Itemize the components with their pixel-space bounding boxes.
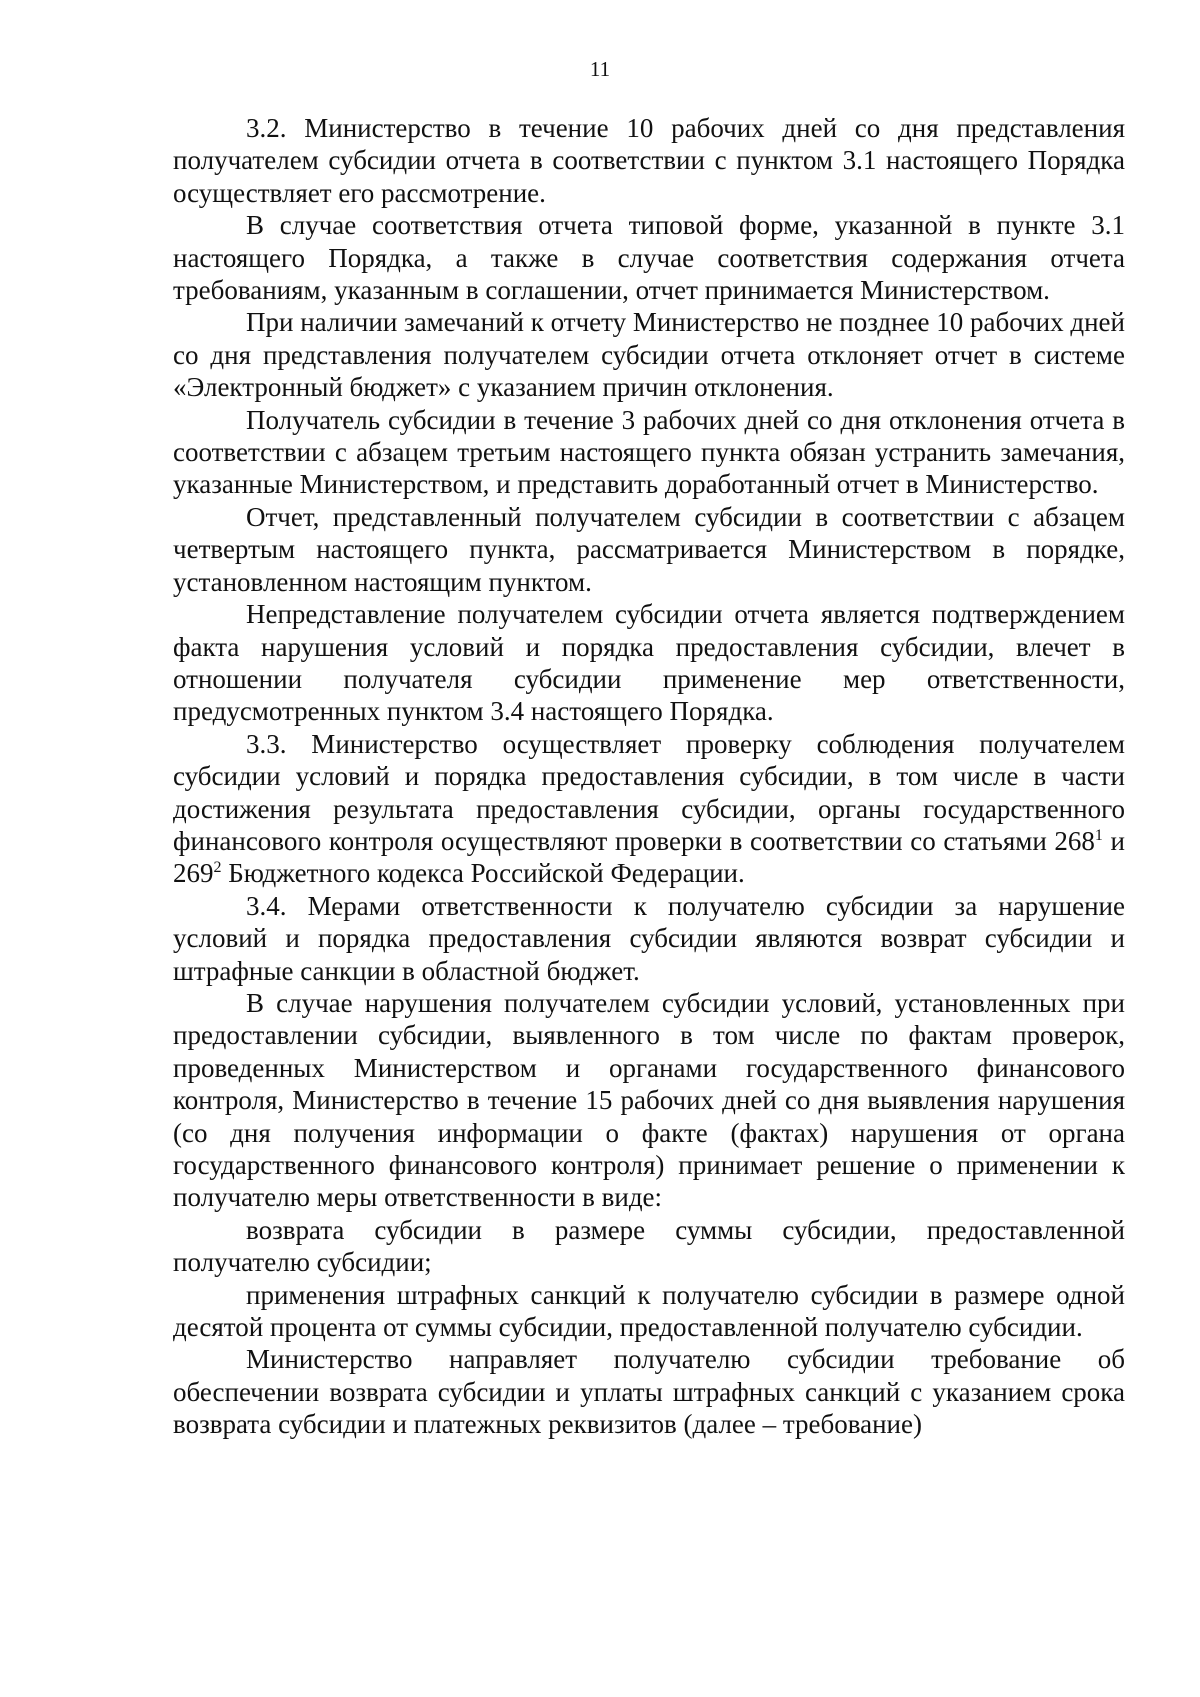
paragraph-report-rejection: При наличии замечаний к отчету Министерство не позднее 10 рабочих дней со дня представления получателем субсидии отчета отклоняет отчет в системе «Электронный бюджет» с указанием причин отклонения. [173,307,1125,403]
paragraph-subsidy-return: возврата субсидии в размере суммы субсидии, предоставленной получателю субсидии; [173,1214,1125,1278]
paragraph-report-acceptance: В случае соответствия отчета типовой форме, указанной в пункте 3.1 настоящего Порядка, а также в случае соответствия содержания отчета требованиям, указанным в соглашении, отчет принимается Министерством. [173,210,1125,306]
paragraph-requirement: Министерство направляет получателю субсидии требование об обеспечении возврата субсидии и уплаты штрафных санкций с указанием срока возврата субсидии и платежных реквизитов (далее – требование) [173,1344,1125,1440]
document-body [173,112,1125,1441]
paragraph-3-3-text-middle: и 269 [173,825,1125,889]
paragraph-3-3 [173,728,1125,890]
paragraph-3-3-text-after: Бюджетного кодекса Российской Федерации. [221,858,745,889]
paragraph-remarks-correction: Получатель субсидии в течение 3 рабочих дней со дня отклонения отчета в соответствии с абзацем третьим настоящего пункта обязан устранить замечания, указанные Министерством, и представить доработанный отчет в Министерство. [173,404,1125,500]
paragraph-3-2: 3.2. Министерство в течение 10 рабочих дней со дня представления получателем субсидии отчета в соответствии с пунктом 3.1 настоящего Порядка осуществляет его рассмотрение. [173,113,1125,208]
paragraph-penalty: применения штрафных санкций к получателю субсидии в размере одной десятой процента от суммы субсидии, предоставленной получателю субсидии. [173,1279,1125,1343]
paragraph-violation-decision: В случае нарушения получателем субсидии условий, установленных при предоставлении субсидии, выявленного в том числе по фактам проверок, проведенных Министерством и органами государственного финансового контроля, Министерство в течение 15 рабочих дней со дня выявления нарушения (со дня получения информации о факте (фактах) нарушения от органа государственного финансового контроля) принимает решение о применении к получателю меры ответственности в виде: [173,987,1125,1213]
superscript-1: 1 [1094,826,1103,844]
paragraph-3-3-text-before: 3.3. Министерство осуществляет проверку соблюдения получателем субсидии условий и порядка предоставления субсидии, в том числе в части достижения результата предоставления субсидии, органы государственного финансового контроля осуществляют проверки в соответствии со статьями 268 [173,728,1125,856]
paragraph-resubmitted-report: Отчет, представленный получателем субсидии в соответствии с абзацем четвертым настоящего пункта, рассматривается Министерством в порядке, установленном настоящим пунктом. [173,501,1125,597]
paragraph-non-submission: Непредставление получателем субсидии отчета является подтверждением факта нарушения условий и порядка предоставления субсидии, влечет в отношении получателя субсидии применение мер ответственности, предусмотренных пунктом 3.4 настоящего Порядка. [173,599,1125,727]
superscript-2: 2 [213,859,222,877]
page-number: 11 [589,57,611,81]
paragraph-3-4: 3.4. Мерами ответственности к получателю субсидии за нарушение условий и порядка предоставления субсидии являются возврат субсидии и штрафные санкции в областной бюджет. [173,890,1125,986]
